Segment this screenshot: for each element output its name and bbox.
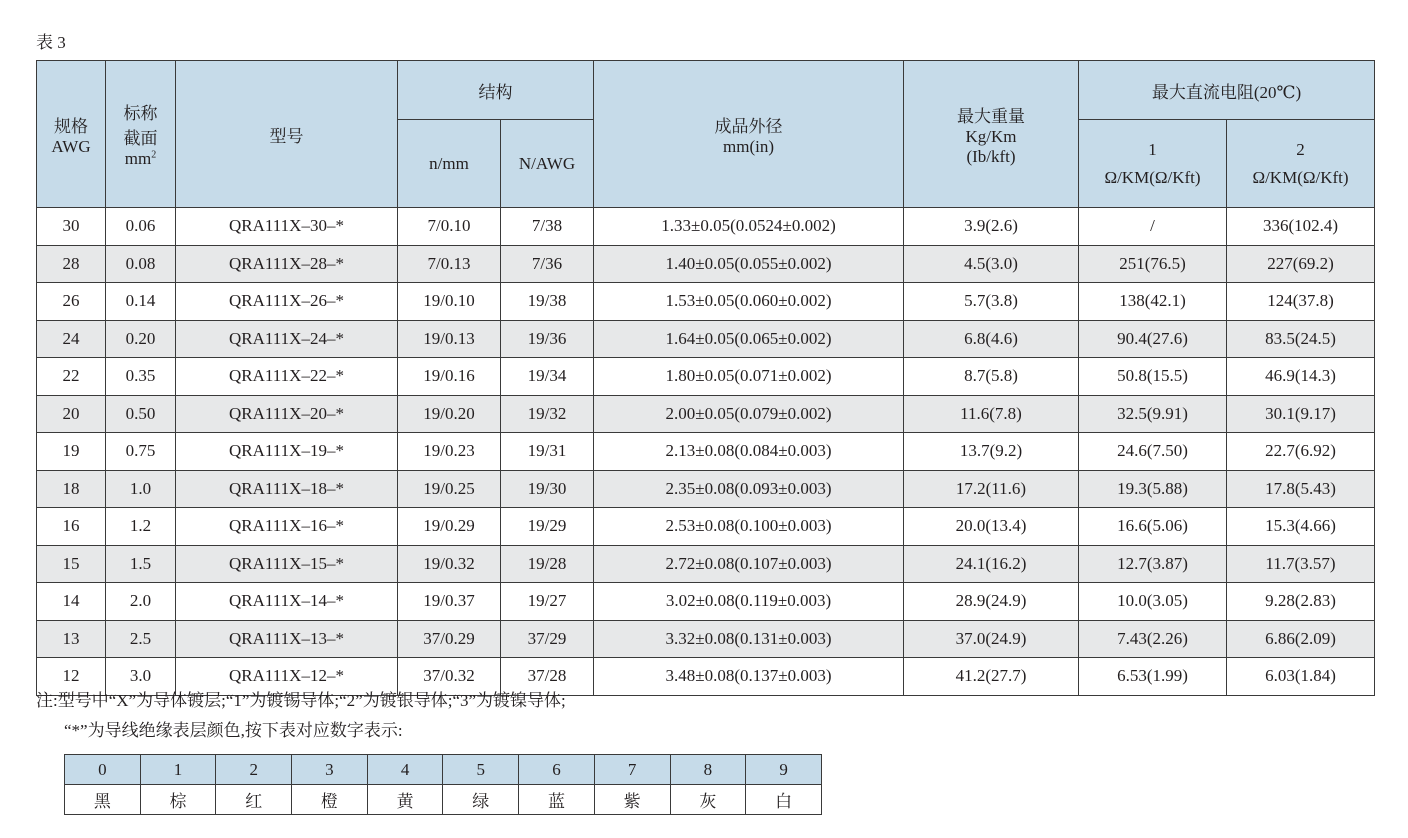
- cell-area: 1.2: [106, 508, 176, 546]
- cell-awg: 13: [37, 620, 106, 658]
- color-digit-cell: 9: [746, 755, 822, 785]
- cell-r2: 336(102.4): [1227, 208, 1375, 246]
- cell-model: QRA111X–12–*: [176, 658, 398, 696]
- color-code-table: [64, 754, 822, 815]
- header-res1-unit: Ω/KM(Ω/Kft): [1104, 167, 1201, 187]
- cell-r1: /: [1079, 208, 1227, 246]
- cell-model: QRA111X–18–*: [176, 470, 398, 508]
- spec-table-body: [37, 208, 1375, 696]
- cell-od: 3.48±0.08(0.137±0.003): [594, 658, 904, 696]
- table-row: [37, 283, 1375, 321]
- cell-r1: 90.4(27.6): [1079, 320, 1227, 358]
- cell-r2: 30.1(9.17): [1227, 395, 1375, 433]
- cell-r2: 22.7(6.92): [1227, 433, 1375, 471]
- color-name-cell: 红: [216, 785, 292, 815]
- color-name-cell: 蓝: [519, 785, 595, 815]
- color-digit-cell: 3: [292, 755, 368, 785]
- cell-area: 1.5: [106, 545, 176, 583]
- table-row: [37, 470, 1375, 508]
- cell-od: 1.33±0.05(0.0524±0.002): [594, 208, 904, 246]
- header-od-unit: mm(in): [723, 136, 774, 156]
- cell-awg: 28: [37, 245, 106, 283]
- cell-nawg: 19/34: [501, 358, 594, 396]
- cell-weight: 37.0(24.9): [904, 620, 1079, 658]
- cell-r2: 46.9(14.3): [1227, 358, 1375, 396]
- cell-area: 0.08: [106, 245, 176, 283]
- cell-nawg: 19/36: [501, 320, 594, 358]
- cell-r2: 17.8(5.43): [1227, 470, 1375, 508]
- header-spec: [37, 61, 106, 208]
- cell-area: 0.06: [106, 208, 176, 246]
- header-resistance: 最大直流电阻(20℃): [1079, 61, 1375, 120]
- table-row: [37, 583, 1375, 621]
- color-digit-row: [65, 755, 822, 785]
- cell-awg: 15: [37, 545, 106, 583]
- cell-model: QRA111X–13–*: [176, 620, 398, 658]
- cell-nawg: 19/27: [501, 583, 594, 621]
- cell-weight: 28.9(24.9): [904, 583, 1079, 621]
- cell-nawg: 19/30: [501, 470, 594, 508]
- note-line-2: “*”为导线绝缘表层颜色,按下表对应数字表示:: [64, 721, 403, 740]
- header-res2: [1227, 120, 1375, 208]
- cell-od: 2.00±0.05(0.079±0.002): [594, 395, 904, 433]
- cell-weight: 11.6(7.8): [904, 395, 1079, 433]
- cell-r1: 6.53(1.99): [1079, 658, 1227, 696]
- color-digit-cell: 2: [216, 755, 292, 785]
- cell-model: QRA111X–26–*: [176, 283, 398, 321]
- table-caption: 表 3: [36, 33, 66, 52]
- header-area-line2: 截面: [123, 129, 158, 148]
- cell-mm: 19/0.23: [398, 433, 501, 471]
- cell-r1: 7.43(2.26): [1079, 620, 1227, 658]
- header-res1: [1079, 120, 1227, 208]
- cell-r2: 124(37.8): [1227, 283, 1375, 321]
- cell-model: QRA111X–28–*: [176, 245, 398, 283]
- cell-model: QRA111X–20–*: [176, 395, 398, 433]
- cell-area: 0.35: [106, 358, 176, 396]
- cell-area: 3.0: [106, 658, 176, 696]
- cell-mm: 19/0.37: [398, 583, 501, 621]
- color-name-cell: 黄: [367, 785, 443, 815]
- cell-model: QRA111X–15–*: [176, 545, 398, 583]
- cell-area: 2.5: [106, 620, 176, 658]
- cell-nawg: 19/31: [501, 433, 594, 471]
- cell-mm: 19/0.20: [398, 395, 501, 433]
- color-name-cell: 白: [746, 785, 822, 815]
- cell-od: 2.35±0.08(0.093±0.003): [594, 470, 904, 508]
- area-unit-text: mm: [124, 149, 152, 168]
- cell-od: 2.72±0.08(0.107±0.003): [594, 545, 904, 583]
- cell-nawg: 19/28: [501, 545, 594, 583]
- cell-od: 1.40±0.05(0.055±0.002): [594, 245, 904, 283]
- cell-nawg: 37/28: [501, 658, 594, 696]
- header-weight-label: 最大重量: [957, 106, 1025, 126]
- cell-model: QRA111X–30–*: [176, 208, 398, 246]
- cell-mm: 37/0.29: [398, 620, 501, 658]
- cell-od: 1.80±0.05(0.071±0.002): [594, 358, 904, 396]
- color-name-cell: 绿: [443, 785, 519, 815]
- color-name-cell: 棕: [140, 785, 216, 815]
- cell-mm: 37/0.32: [398, 658, 501, 696]
- cell-r2: 6.03(1.84): [1227, 658, 1375, 696]
- cell-area: 0.14: [106, 283, 176, 321]
- cell-weight: 24.1(16.2): [904, 545, 1079, 583]
- cell-r2: 83.5(24.5): [1227, 320, 1375, 358]
- cell-area: 2.0: [106, 583, 176, 621]
- color-name-cell: 紫: [594, 785, 670, 815]
- header-weight: [904, 61, 1079, 208]
- cell-area: 0.50: [106, 395, 176, 433]
- cell-od: 2.53±0.08(0.100±0.003): [594, 508, 904, 546]
- color-name-cell: 橙: [292, 785, 368, 815]
- header-spec-awg: AWG: [51, 136, 91, 156]
- cell-awg: 12: [37, 658, 106, 696]
- cell-weight: 20.0(13.4): [904, 508, 1079, 546]
- cell-od: 3.02±0.08(0.119±0.003): [594, 583, 904, 621]
- cell-awg: 20: [37, 395, 106, 433]
- header-area-line1: 标称: [123, 104, 158, 123]
- cell-nawg: 7/36: [501, 245, 594, 283]
- cell-weight: 13.7(9.2): [904, 433, 1079, 471]
- cell-od: 3.32±0.08(0.131±0.003): [594, 620, 904, 658]
- cell-awg: 19: [37, 433, 106, 471]
- cell-model: QRA111X–16–*: [176, 508, 398, 546]
- cell-r1: 32.5(9.91): [1079, 395, 1227, 433]
- cell-mm: 19/0.16: [398, 358, 501, 396]
- color-digit-cell: 7: [594, 755, 670, 785]
- cell-weight: 17.2(11.6): [904, 470, 1079, 508]
- header-area: [106, 61, 176, 208]
- table-row: [37, 395, 1375, 433]
- cell-mm: 19/0.13: [398, 320, 501, 358]
- color-name-row: [65, 785, 822, 815]
- cell-mm: 19/0.10: [398, 283, 501, 321]
- cell-awg: 30: [37, 208, 106, 246]
- cell-area: 1.0: [106, 470, 176, 508]
- cell-r1: 19.3(5.88): [1079, 470, 1227, 508]
- header-structure: 结构: [398, 61, 594, 120]
- cell-awg: 14: [37, 583, 106, 621]
- area-unit-sup: 2: [151, 149, 157, 161]
- table-row: [37, 358, 1375, 396]
- header-od: [594, 61, 904, 208]
- cell-mm: 7/0.10: [398, 208, 501, 246]
- cell-nawg: 19/32: [501, 395, 594, 433]
- cell-r1: 251(76.5): [1079, 245, 1227, 283]
- cell-r2: 227(69.2): [1227, 245, 1375, 283]
- cell-mm: 7/0.13: [398, 245, 501, 283]
- cell-od: 2.13±0.08(0.084±0.003): [594, 433, 904, 471]
- table-row: [37, 620, 1375, 658]
- cell-weight: 4.5(3.0): [904, 245, 1079, 283]
- table-row: [37, 433, 1375, 471]
- cell-r2: 11.7(3.57): [1227, 545, 1375, 583]
- table-row: [37, 320, 1375, 358]
- header-weight-unit1: Kg/Km: [965, 126, 1017, 146]
- header-model: 型号: [176, 61, 398, 208]
- cell-area: 0.20: [106, 320, 176, 358]
- color-name-cell: 黑: [65, 785, 141, 815]
- wire-spec-table: [36, 60, 1375, 696]
- cell-awg: 22: [37, 358, 106, 396]
- cell-r2: 9.28(2.83): [1227, 583, 1375, 621]
- cell-awg: 24: [37, 320, 106, 358]
- cell-nawg: 7/38: [501, 208, 594, 246]
- cell-model: QRA111X–14–*: [176, 583, 398, 621]
- note-line-1: 注:型号中“X”为导体镀层;“1”为镀锡导体;“2”为镀银导体;“3”为镀镍导体;: [36, 691, 566, 710]
- cell-r1: 10.0(3.05): [1079, 583, 1227, 621]
- cell-weight: 5.7(3.8): [904, 283, 1079, 321]
- color-digit-cell: 0: [65, 755, 141, 785]
- header-res1-num: 1: [1148, 139, 1157, 159]
- color-digit-cell: 5: [443, 755, 519, 785]
- cell-r1: 12.7(3.87): [1079, 545, 1227, 583]
- cell-awg: 16: [37, 508, 106, 546]
- header-struct-awg: N/AWG: [501, 120, 594, 208]
- cell-weight: 41.2(27.7): [904, 658, 1079, 696]
- color-digit-cell: 1: [140, 755, 216, 785]
- header-od-label: 成品外径: [714, 116, 783, 136]
- cell-awg: 26: [37, 283, 106, 321]
- header-res2-unit: Ω/KM(Ω/Kft): [1252, 167, 1349, 187]
- cell-mm: 19/0.29: [398, 508, 501, 546]
- cell-od: 1.64±0.05(0.065±0.002): [594, 320, 904, 358]
- table-row: [37, 208, 1375, 246]
- color-name-cell: 灰: [670, 785, 746, 815]
- cell-nawg: 19/38: [501, 283, 594, 321]
- cell-nawg: 37/29: [501, 620, 594, 658]
- table-row: [37, 545, 1375, 583]
- color-digit-cell: 6: [519, 755, 595, 785]
- cell-mm: 19/0.32: [398, 545, 501, 583]
- cell-weight: 6.8(4.6): [904, 320, 1079, 358]
- cell-r1: 16.6(5.06): [1079, 508, 1227, 546]
- cell-weight: 3.9(2.6): [904, 208, 1079, 246]
- cell-model: QRA111X–24–*: [176, 320, 398, 358]
- color-digit-cell: 4: [367, 755, 443, 785]
- cell-awg: 18: [37, 470, 106, 508]
- header-struct-mm: n/mm: [398, 120, 501, 208]
- header-res2-num: 2: [1296, 139, 1305, 159]
- header-spec-label: 规格: [54, 116, 88, 136]
- cell-od: 1.53±0.05(0.060±0.002): [594, 283, 904, 321]
- cell-r1: 138(42.1): [1079, 283, 1227, 321]
- cell-model: QRA111X–19–*: [176, 433, 398, 471]
- header-weight-unit2: (Ib/kft): [966, 146, 1016, 166]
- cell-weight: 8.7(5.8): [904, 358, 1079, 396]
- cell-r2: 6.86(2.09): [1227, 620, 1375, 658]
- cell-area: 0.75: [106, 433, 176, 471]
- table-row: [37, 245, 1375, 283]
- cell-r1: 24.6(7.50): [1079, 433, 1227, 471]
- cell-r1: 50.8(15.5): [1079, 358, 1227, 396]
- cell-r2: 15.3(4.66): [1227, 508, 1375, 546]
- cell-nawg: 19/29: [501, 508, 594, 546]
- cell-mm: 19/0.25: [398, 470, 501, 508]
- table-row: [37, 508, 1375, 546]
- header-area-unit: [106, 149, 175, 169]
- cell-model: QRA111X–22–*: [176, 358, 398, 396]
- color-digit-cell: 8: [670, 755, 746, 785]
